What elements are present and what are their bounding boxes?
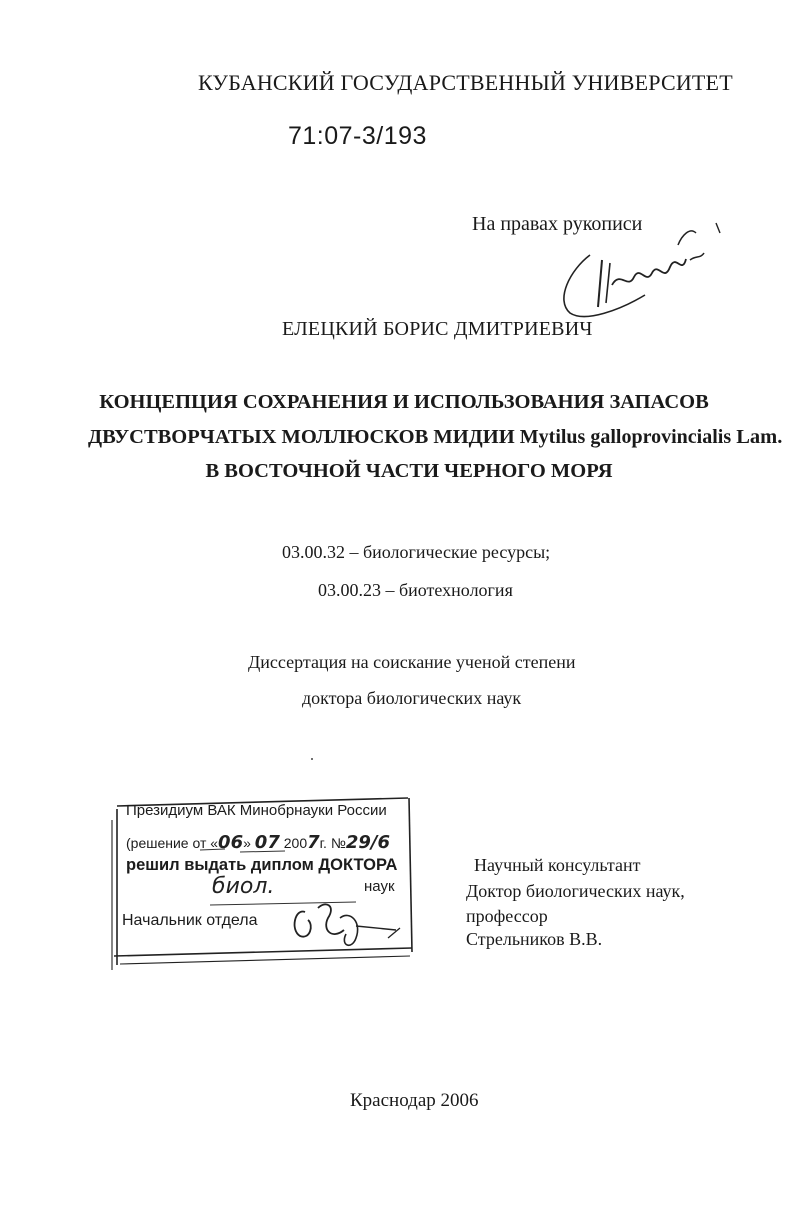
advisor-title: профессор [466,906,548,926]
advisor-name: Стрельников В.В. [466,929,603,949]
degree-line-2: доктора биологических наук [302,688,522,708]
catalog-code: 71:07-3/193 [288,122,427,150]
rights-note: На правах рукописи [472,213,643,235]
stamp-year-suffix: г. № [319,835,346,851]
author-signature [550,215,730,325]
species-name: Mytilus galloprovincialis [519,426,732,448]
stamp-month: 07 [254,832,280,853]
stamp-year-prefix: 200 [283,835,308,851]
title-line-2-prefix: ДВУСТВОРЧАТЫХ МОЛЛЮСКОВ МИДИИ [88,426,515,448]
title-line-1: КОНЦЕПЦИЯ СОХРАНЕНИЯ И ИСПОЛЬЗОВАНИЯ ЗАПАСОВ [99,391,709,413]
degree-line-1: Диссертация на соискание ученой степени [248,652,576,672]
stamp-month-sep: » [243,835,251,851]
stamp-day: 06 [218,832,244,853]
speck-mark [311,758,313,760]
species-author: Lam. [736,426,783,448]
stamp-presidium: Президиум ВАК Минобрнауки России [126,802,387,819]
city-year: Краснодар 2006 [350,1090,479,1111]
university-name: КУБАНСКИЙ ГОСУДАРСТВЕННЫЙ УНИВЕРСИТЕТ [198,70,733,95]
advisor-role: Научный консультант [474,855,641,875]
stamp-field-handwritten: биол. [212,874,275,899]
specialty-1: 03.00.32 – биологические ресурсы; [282,542,551,562]
stamp-year-digit: 7 [307,832,320,853]
title-line-2 [88,426,782,449]
specialty-2: 03.00.23 – биотехнология [318,580,513,600]
stamp-science-word: наук [364,878,395,895]
stamp-diploma: решил выдать диплом ДОКТОРА [126,856,398,874]
advisor-degree: Доктор биологических наук, [466,881,685,901]
title-line-3: В ВОСТОЧНОЙ ЧАСТИ ЧЕРНОГО МОРЯ [205,460,613,482]
stamp-decision-prefix: (решение от « [126,835,219,851]
stamp-head-label: Начальник отдела [122,912,258,929]
author-name: ЕЛЕЦКИЙ БОРИС ДМИТРИЕВИЧ [282,318,593,340]
stamp-decision-line [126,832,390,853]
stamp-number: 29/6 [345,832,390,853]
